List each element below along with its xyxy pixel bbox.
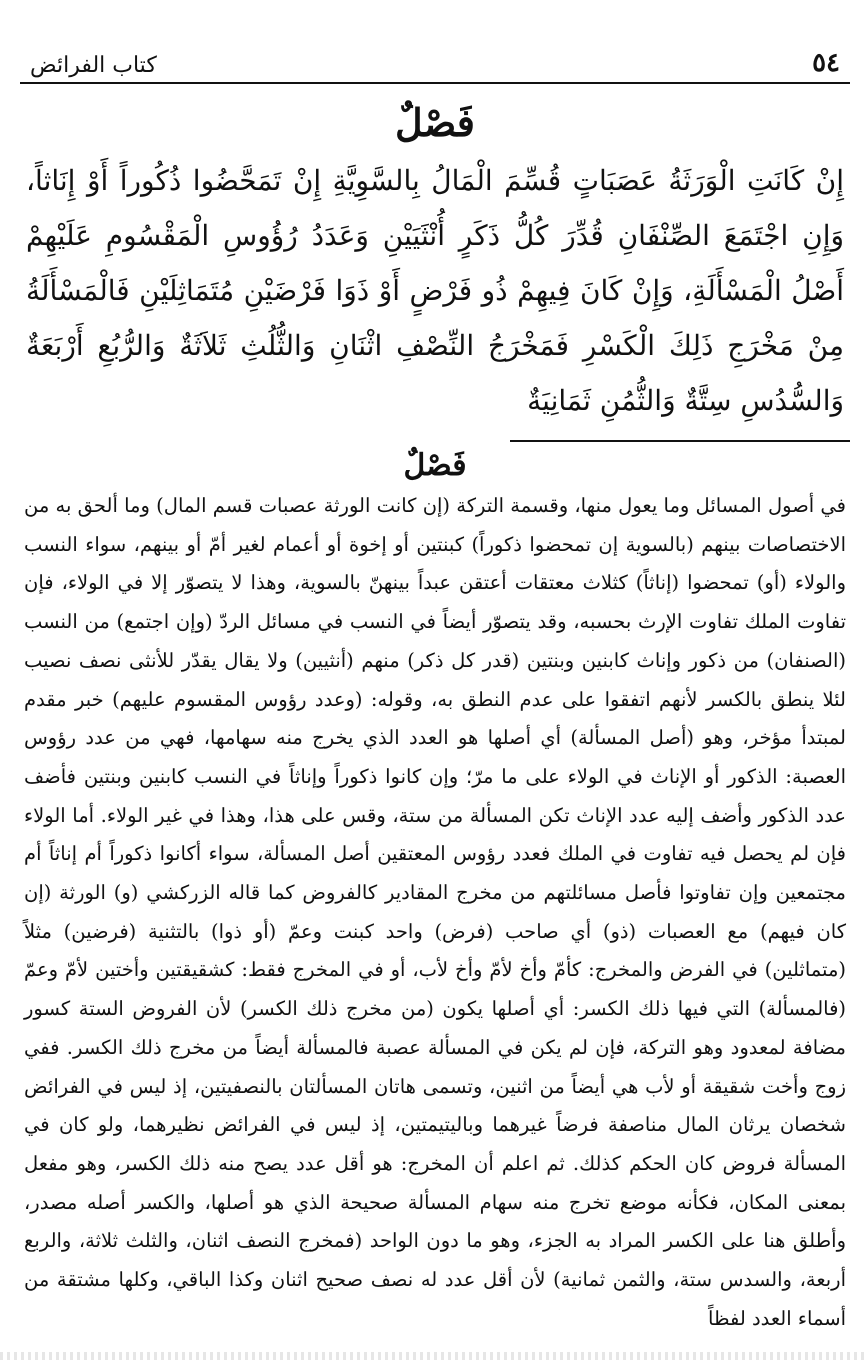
section-title: فَصْلٌ — [395, 100, 475, 145]
page-header — [20, 38, 850, 84]
sharh-paragraph: في أصول المسائل وما يعول منها، وقسمة التركة (إن كانت الورثة عصبات قسم المال) وما ألحق به من الاختصاصات بينهم (بالسوية إن تمحضوا ذكوراً) كبنتين أو إخوة أو أعمام لغير أمّ أو بينهم، سواء النسب والولاء (أو) تمحضوا (إناثاً) كثلاث معتقات أعتقن عبداً بينهنّ بالسوية، وهذا لا يتصوّر إلا في الولاء، فإن تفاوت الملك تفاوت الإرث بحسبه، وقد يتصوّر أيضاً في النسب في مسائل الردّ (وإن اجتمع) من النسب (الصنفان) من ذكور وإناث كابنين وبنتين (قدر كل ذكر) منهم (أنثيين) ولا يقال يقدّر للأنثى نصف نصيب لئلا ينطق بالكسر لأنهم اتفقوا على عدم النطق به، وقوله: (وعدد رؤوس المقسوم عليهم) خبر مقدم لمبتدأ مؤخر، وهو (أصل المسألة) أي أصلها هو العدد الذي يخرج منه سهامها، فهي من عدد رؤوس العصبة: الذكور أو الإناث في الولاء على ما مرّ؛ وإن كانوا ذكوراً وإناثاً في النسب كابنين وبنتين فأضف عدد الذكور وأضف إليه عدد الإناث تكن المسألة من ستة، وقس على هذا، وهذا في غير الولاء. أما الولاء فإن لم يحصل فيه تفاوت في الملك فعدد رؤوس المعتقين أصل المسألة، سواء أكانوا ذكوراً أم إناثاً أم مجتمعين وإن تفاوتوا فأصل مسائلتهم من مخرج المقادير كالفروض كما قاله الزركشي (و) الورثة (إن كان فيهم) مع العصبات (ذو) أي صاحب (فرض) واحد كبنت وعمّ (أو ذوا) بالتثنية (فرضين) مثلاً (متماثلين) في الفرض والمخرج: كأمّ وأخ لأمّ وأخ لأب، أو في المخرج فقط: كشقيقتين وأختين لأمّ وعمّ (فالمسألة) التي فيها ذلك الكسر: أي أصلها يكون (من مخرج ذلك الكسر) لأن الفروض الستة كسور مضافة لمعدود وهو التركة، فإن لم يكن في المسألة عصبة فالمسألة أيضاً من مخرج ذلك الكسر. ففي زوج وأخت شقيقة أو لأب هي أيضاً من اثنين، وتسمى هاتان المسألتان بالنصفيتين، إذ ليس في الفرائض شخصان يرثان المال مناصفة فرضاً غيرهما وباليتيمتين، إذ ليس في الفرائض نظيرهما، ولو كان في المسألة فروض كان الحكم كذلك. ثم اعلم أن المخرج: هو أقل عدد يصح منه ذلك الكسر، وهو مفعل بمعنى المكان، فكأنه موضع تخرج منه سهام المسألة صحيحة الذي هو أصلها، والكسر أصله مصدر، وأطلق هنا على الكسر المراد به الجزء، وهو ما دون الواحد (فمخرج النصف اثنان، والثلث ثلاثة، والربع أربعة، والسدس ستة، والثمن ثمانية) لأن أقل عدد له نصف صحيح اثنان وكذا الباقي، وكلها مشتقة من أسماء العدد لفظاً — [24, 494, 846, 1330]
sharh-section-title: فَصْلٌ — [403, 448, 467, 483]
book-page — [20, 38, 850, 1338]
scan-edge-noise — [0, 1352, 868, 1360]
matn-text: إِنْ كَانَتِ الْوَرَثَةُ عَصَبَاتٍ قُسِّمَ الْمَالُ بِالسَّوِيَّةِ إِنْ تَمَحَّضُوا ذُكُوراً أَوْ إِنَاثاً، وَإِنِ اجْتَمَعَ الصِّنْفَانِ قُدِّرَ كُلُّ ذَكَرٍ أُنْثَيَيْنِ وَعَدَدُ رُؤُوسِ الْمَقْسُومِ عَلَيْهِمْ أَصْلُ الْمَسْأَلَةِ، وَإِنْ كَانَ فِيهِمْ ذُو فَرْضٍ أَوْ ذَوَا فَرْضَيْنِ مُتَمَاثِلَيْنِ فَالْمَسْأَلَةُ مِنْ مَخْرَجِ ذَلِكَ الْكَسْرِ فَمَخْرَجُ النِّصْفِ اثْنَانِ وَالثُّلُثِ ثَلاَثَةٌ وَالرُّبُعِ أَرْبَعَةٌ وَالسُّدُسِ سِتَّةٌ وَالثُّمُنِ ثَمَانِيَةٌ — [26, 164, 844, 417]
divider-line — [510, 440, 850, 442]
sharh-text — [20, 487, 850, 1338]
running-title: كتاب الفرائض — [30, 53, 157, 78]
page-number: ٥٤ — [812, 48, 840, 78]
